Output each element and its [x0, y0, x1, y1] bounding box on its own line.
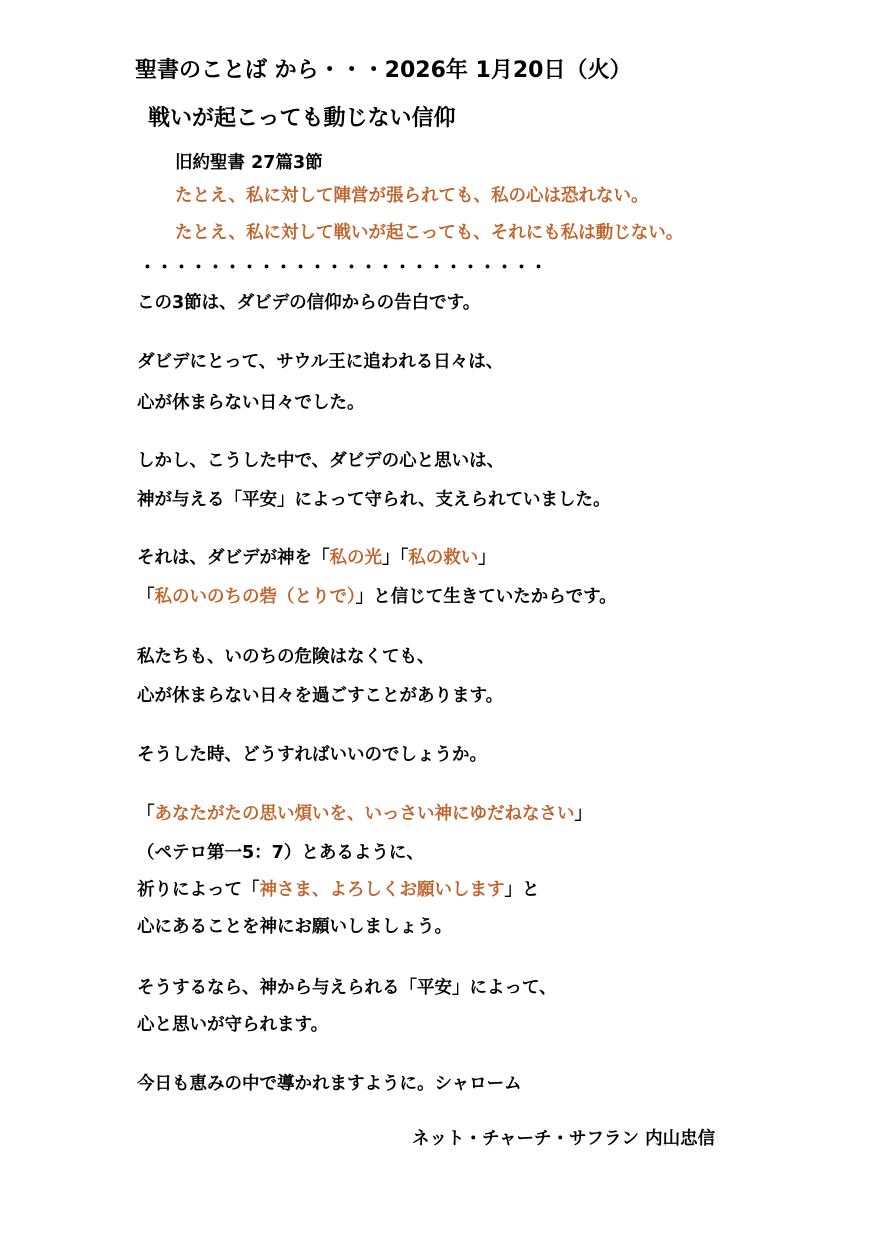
highlight-fortress: 私のいのちの砦（とりで）: [154, 587, 356, 607]
separator-dots: ・・・・・・・・・・・・・・・・・・・・・・・・: [139, 258, 547, 278]
text-segment: 」: [574, 804, 592, 824]
text-segment: 」と信じて生きていたからです。: [355, 587, 617, 607]
page-subtitle: 戦いが起こっても動じない信仰: [148, 106, 456, 131]
text-segment: 「: [137, 587, 155, 607]
paragraph-3-line-2: 神が与える「平安」によって守られ、支えられていました。: [137, 490, 611, 510]
paragraph-5-line-2: 心が休まらない日々を過ごすことがあります。: [137, 686, 504, 706]
verse-line-2: たとえ、私に対して戦いが起こっても、それにも私は動じない。: [175, 223, 684, 243]
paragraph-9: 今日も恵みの中で導かれますように。シャローム: [137, 1074, 522, 1094]
paragraph-1: この3節は、ダビデの信仰からの告白です。: [137, 293, 481, 313]
text-segment: 「: [137, 804, 155, 824]
text-segment: 」と: [504, 880, 540, 900]
page-title: 聖書のことば から・・・2026年 1月20日（火）: [135, 58, 632, 83]
paragraph-8-line-2: 心と思いが守られます。: [137, 1015, 329, 1035]
highlight-prayer: 神さま、よろしくお願いします: [259, 880, 505, 900]
paragraph-2-line-2: 心が休まらない日々でした。: [137, 393, 365, 413]
highlight-quote: あなたがたの思い煩いを、いっさい神にゆだねなさい: [154, 804, 575, 824]
paragraph-2-line-1: ダビデにとって、サウル王に追われる日々は、: [137, 352, 504, 372]
paragraph-4-line-2: [137, 587, 617, 608]
paragraph-3-line-1: しかし、こうした中で、ダビデの心と思いは、: [137, 451, 505, 471]
text-segment: それは、ダビデが神を「: [137, 548, 330, 568]
paragraph-7-line-1: [137, 804, 592, 825]
text-segment: 」: [478, 548, 496, 568]
signature: ネット・チャーチ・サフラン 内山忠信: [412, 1129, 716, 1149]
paragraph-6: そうした時、どうすればいいのでしょうか。: [137, 745, 487, 765]
text-segment: 祈りによって「: [137, 880, 260, 900]
paragraph-8-line-1: そうするなら、神から与えられる「平安」によって、: [137, 978, 557, 998]
verse-reference: 旧約聖書 27篇3節: [175, 153, 323, 173]
paragraph-7-line-3: [137, 880, 540, 901]
paragraph-4-line-1: [137, 548, 496, 569]
text-segment: 」「: [382, 548, 409, 568]
paragraph-7-line-4: 心にあることを神にお願いしましょう。: [137, 917, 452, 937]
paragraph-5-line-1: 私たちも、いのちの危険はなくても、: [137, 647, 435, 667]
highlight-my-salvation: 私の救い: [408, 548, 479, 568]
paragraph-7-line-2: （ペテロ第一5：7）とあるように、: [137, 843, 424, 863]
highlight-my-light: 私の光: [329, 548, 382, 568]
verse-line-1: たとえ、私に対して陣営が張られても、私の心は恐れない。: [175, 186, 649, 206]
